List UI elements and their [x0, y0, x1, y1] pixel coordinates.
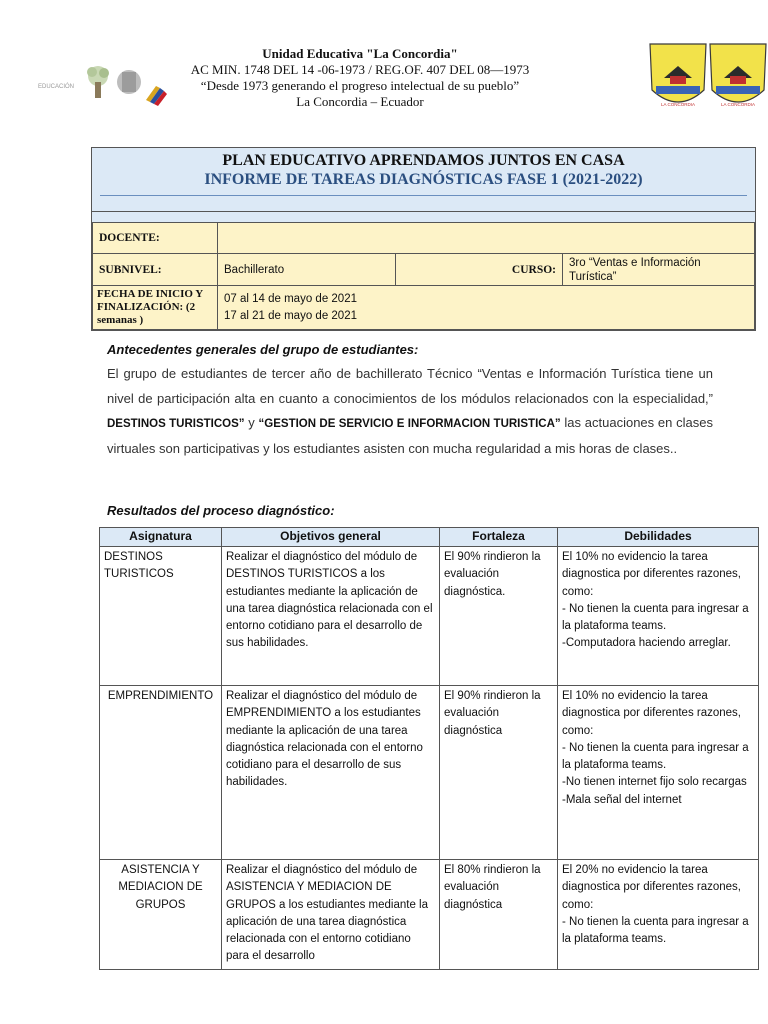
col-header-fortaleza: Fortaleza — [440, 528, 558, 547]
antecedentes-text-3: las actuaciones en clases virtuales son participativas y los estudiantes asisten con mucha regularidad a mis horas de clases.. — [107, 415, 713, 456]
col-header-objetivos: Objetivos general — [222, 528, 440, 547]
debilidad-item: El 10% no evidencio la tarea diagnostica por diferentes razones, como: — [562, 551, 741, 598]
subnivel-value: Bachillerato — [218, 254, 396, 286]
row-debilidades — [558, 547, 759, 686]
debilidad-item: -Computadora haciendo arreglar. — [562, 637, 731, 650]
plan-title: PLAN EDUCATIVO APRENDAMOS JUNTOS EN CASA — [222, 152, 625, 169]
row-debilidades — [558, 686, 759, 860]
plan-title-block — [92, 148, 755, 212]
debilidad-item: - No tienen la cuenta para ingresar a la plataforma teams. — [562, 602, 749, 633]
row-asignatura: DESTINOS TURISTICOS — [100, 547, 222, 686]
debilidad-item: El 10% no evidencio la tarea diagnostica por diferentes razones, como: — [562, 690, 741, 737]
debilidad-item: El 20% no evidencio la tarea diagnostica por diferentes razones, como: — [562, 864, 741, 911]
docente-row — [93, 223, 755, 254]
antecedentes-text-2: y — [248, 415, 255, 430]
row-debilidades — [558, 860, 759, 970]
docente-value — [218, 223, 755, 254]
debilidad-item: - No tienen la cuenta para ingresar a la plataforma teams. — [562, 741, 749, 772]
docente-label: DOCENTE: — [93, 223, 218, 254]
row-fortaleza: El 80% rindieron la evaluación diagnóstica — [440, 860, 558, 970]
row-objetivo: Realizar el diagnóstico del módulo de DESTINOS TURISTICOS a los estudiantes mediante la aplicación de una tarea diagnóstica relacionada con el entorno cotidiano para el desarrollo de sus habilidades. — [222, 547, 440, 686]
row-objetivo: Realizar el diagnóstico del módulo de EMPRENDIMIENTO a los estudiantes mediante la aplicación de una tarea diagnóstica relacionada con el entorno cotidiano para el desarrollo de sus habilidades. — [222, 686, 440, 860]
curso-label: CURSO: — [396, 254, 563, 286]
fecha-line-1: 07 al 14 de mayo de 2021 — [224, 292, 357, 305]
ministry-logo-text: EDUCACIÓN — [38, 84, 75, 90]
crest-text-2: LA CONCORDIA — [720, 102, 756, 107]
row-asignatura: ASISTENCIA Y MEDIACION DE GRUPOS — [100, 860, 222, 970]
school-crest-logos — [646, 40, 768, 116]
ministry-logos — [38, 60, 168, 108]
results-header-row — [100, 528, 759, 547]
antecedentes-paragraph — [107, 362, 713, 461]
plan-info-table — [92, 222, 755, 330]
col-header-debilidades: Debilidades — [558, 528, 759, 547]
resultados-heading: Resultados del proceso diagnóstico: — [107, 503, 335, 518]
antecedentes-highlight-1: DESTINOS TURISTICOS” — [107, 418, 245, 430]
school-motto: “Desde 1973 generando el progreso intelectual de su pueblo” — [200, 78, 520, 93]
fecha-values — [218, 286, 755, 330]
table-row — [100, 860, 759, 970]
school-name: Unidad Educativa "La Concordia" — [262, 46, 458, 61]
fecha-row — [93, 286, 755, 330]
title-divider — [100, 195, 747, 196]
school-location: La Concordia – Ecuador — [296, 94, 424, 109]
row-fortaleza: El 90% rindieron la evaluación diagnóstica — [440, 686, 558, 860]
row-objetivo: Realizar el diagnóstico del módulo de ASISTENCIA Y MEDIACION DE GRUPOS a los estudiantes mediante la aplicación de una tarea diagnóstica relacionada con el entorno cotidiano para el desarrollo — [222, 860, 440, 970]
fecha-label: FECHA DE INICIO Y FINALIZACIÓN: (2 semanas ) — [93, 286, 218, 330]
results-table — [99, 527, 759, 970]
plan-info-box — [91, 147, 756, 331]
fecha-line-2: 17 al 21 de mayo de 2021 — [224, 309, 357, 322]
title-spacer — [92, 212, 755, 222]
school-registration: AC MIN. 1748 DEL 14 -06-1973 / REG.OF. 407 DEL 08—1973 — [190, 62, 530, 77]
antecedentes-highlight-2: “GESTION DE SERVICIO E INFORMACION TURISTICA” — [258, 418, 561, 430]
debilidad-item: - No tienen la cuenta para ingresar a la plataforma teams. — [562, 915, 749, 946]
antecedentes-text-1: El grupo de estudiantes de tercer año de bachillerato Técnico “Ventas e Información Turística tiene un nivel de participación alta en cuanto a conocimientos de los módulos relacionados con la especialidad,” — [107, 366, 713, 406]
antecedentes-heading: Antecedentes generales del grupo de estudiantes: — [107, 342, 419, 357]
school-header — [150, 46, 570, 110]
debilidad-item: -Mala señal del internet — [562, 793, 682, 806]
subnivel-row — [93, 254, 755, 286]
row-fortaleza: El 90% rindieron la evaluación diagnóstica. — [440, 547, 558, 686]
curso-value: 3ro “Ventas e Información Turística” — [563, 254, 755, 286]
row-asignatura: EMPRENDIMIENTO — [100, 686, 222, 860]
table-row — [100, 547, 759, 686]
subnivel-label: SUBNIVEL: — [93, 254, 218, 286]
plan-subtitle: INFORME DE TAREAS DIAGNÓSTICAS FASE 1 (2021-2022) — [204, 171, 643, 188]
debilidad-item: -No tienen internet fijo solo recargas — [562, 776, 747, 789]
table-row — [100, 686, 759, 860]
col-header-asignatura: Asignatura — [100, 528, 222, 547]
crest-text-1: LA CONCORDIA — [660, 102, 696, 107]
